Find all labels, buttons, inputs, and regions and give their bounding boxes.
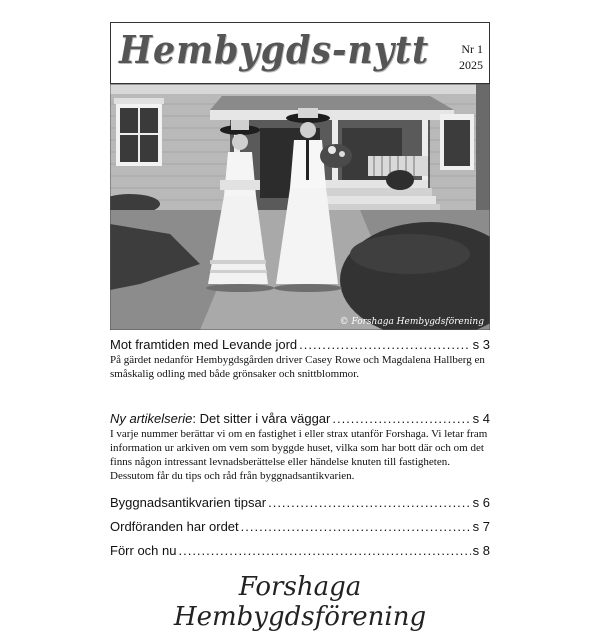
cover-photo [110, 84, 490, 330]
toc-entry [110, 542, 490, 559]
issue-info [459, 41, 483, 73]
toc-entry [110, 494, 490, 511]
toc-entry-title: Mot framtiden med Levande jord [110, 337, 298, 352]
toc-entry-page: s 6 [472, 495, 490, 510]
series-label: Ny artikelserie [110, 411, 193, 426]
organization-name: Forshaga Hembygdsförening [173, 572, 427, 632]
series-title: : Det sitter i våra väggar [192, 411, 331, 426]
magazine-title: Hembygds-nytt [119, 27, 430, 72]
toc-leader-dots [332, 410, 470, 427]
toc-entry-title: Förr och nu [110, 543, 177, 558]
toc-entry [110, 410, 490, 483]
toc-entry-description: På gärdet nedanför Hembygdsgården driver Casey Rowe och Magdalena Hallberg en småskalig odling med både grönsaker och snittblommor. [110, 354, 485, 380]
toc-entry-title [110, 410, 330, 427]
toc-entry-page: s 8 [472, 543, 490, 558]
cover-photo-illustration [110, 84, 490, 330]
toc-leader-dots [178, 542, 470, 559]
masthead [110, 22, 490, 84]
toc-entry-title: Ordföranden har ordet [110, 519, 239, 534]
toc-entry [110, 336, 490, 381]
toc-entry-page: s 3 [472, 337, 490, 352]
toc-leader-dots [241, 518, 471, 535]
toc-entry-page: s 4 [472, 411, 490, 426]
toc-entry-title: Byggnadsantikvarien tipsar [110, 495, 267, 510]
toc-entry-page: s 7 [472, 519, 490, 534]
toc-leader-dots [299, 336, 471, 353]
issue-number: Nr 1 [461, 42, 483, 56]
toc-leader-dots [268, 494, 471, 511]
toc-entry-description: I varje nummer berättar vi om en fastighet i eller strax utanför Forshaga. Vi letar fram information ur arkiven om vem som byggde huset, vilka som har bott där och om det finns någon intressant levnadsberättelse eller händelse knuten till fastigheten. Dessutom får du tips och råd från byggnadsantikvarien. [110, 428, 488, 482]
magazine-cover [110, 22, 490, 632]
issue-year: 2025 [459, 58, 483, 72]
toc-entry [110, 518, 490, 535]
photo-credit: © Forshaga Hembygdsförening [339, 317, 484, 327]
